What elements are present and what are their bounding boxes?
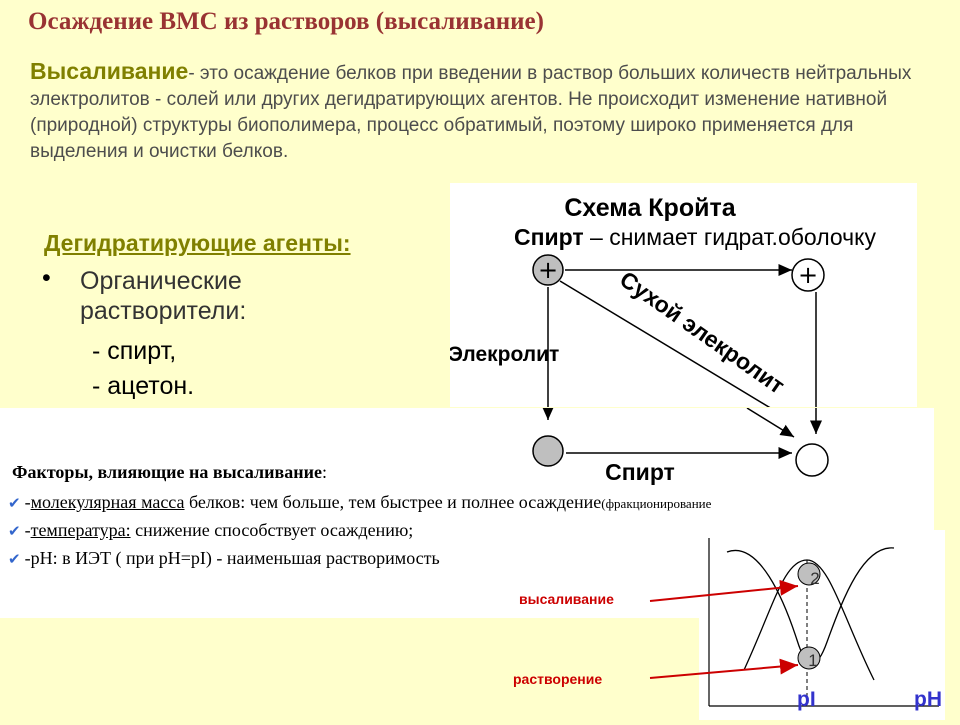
checkmark-icon: ✔ <box>8 550 21 568</box>
point-lower-label: 1 <box>808 651 818 670</box>
dry-electrolyte-label: Сухой элекролит <box>615 265 790 399</box>
precipitated-particle-icon <box>796 444 828 476</box>
point-upper-label: 2 <box>810 569 820 588</box>
kruyt-scheme-diagram <box>450 183 917 407</box>
scheme-top-label: Спирт – снимает гидрат.оболочку <box>514 224 876 250</box>
ph-axis-label: pH <box>914 688 942 711</box>
plus-icon: + <box>537 256 559 284</box>
page-title: Осаждение ВМС из растворов (высаливание) <box>28 8 544 35</box>
arrow-diagonal-end <box>747 408 794 437</box>
kruyt-scheme <box>450 183 917 407</box>
plus-icon: + <box>797 261 819 289</box>
electrolyte-label: Элекролит <box>450 343 560 366</box>
dehydrated-charged-particle-icon <box>533 436 563 466</box>
bottom-alcohol-label: Спирт <box>605 459 675 485</box>
factors-heading: Факторы, влияющие на высаливание: <box>12 462 327 482</box>
scheme-title: Схема Кройта <box>564 194 736 222</box>
subitem-acetone: - ацетон. <box>92 372 195 400</box>
definition-text: - это осаждение белков при введении в раствор больших количеств нейтральных электролитов - солей или других дегидратирующих агентов. Не происходит изменение нативной (природной) структуры биополимера, процесс обратимый, поэтому широко применяется для выделения и очистки белков. <box>30 63 912 162</box>
factor-item: ✔ -температура: снижение способствует осаждению; <box>8 520 414 540</box>
salting-out-label: высаливание <box>519 591 614 607</box>
checkmark-icon: ✔ <box>8 522 21 540</box>
definition-paragraph <box>30 58 955 165</box>
factor-item: ✔ -молекулярная масса белков: чем больше, тем быстрее и полнее осаждение(фракционирование <box>8 492 712 512</box>
dissolution-label: растворение <box>513 671 603 687</box>
pi-axis-label: pI <box>797 688 816 711</box>
bullet-icon: • <box>42 264 51 292</box>
subitem-alcohol: - спирт, <box>92 337 177 365</box>
checkmark-icon: ✔ <box>8 494 21 512</box>
dehydrating-agents-heading: Дегидратирующие агенты: <box>44 230 351 256</box>
factor-item: ✔ -рН: в ИЭТ ( при рН=рI) - наименьшая растворимость <box>8 548 440 568</box>
organic-solvents-item: Органические растворители: <box>80 267 247 325</box>
definition-term: Высаливание <box>30 58 189 84</box>
arrow-to-dissolution <box>650 665 798 678</box>
arrow-to-salting <box>650 586 798 601</box>
